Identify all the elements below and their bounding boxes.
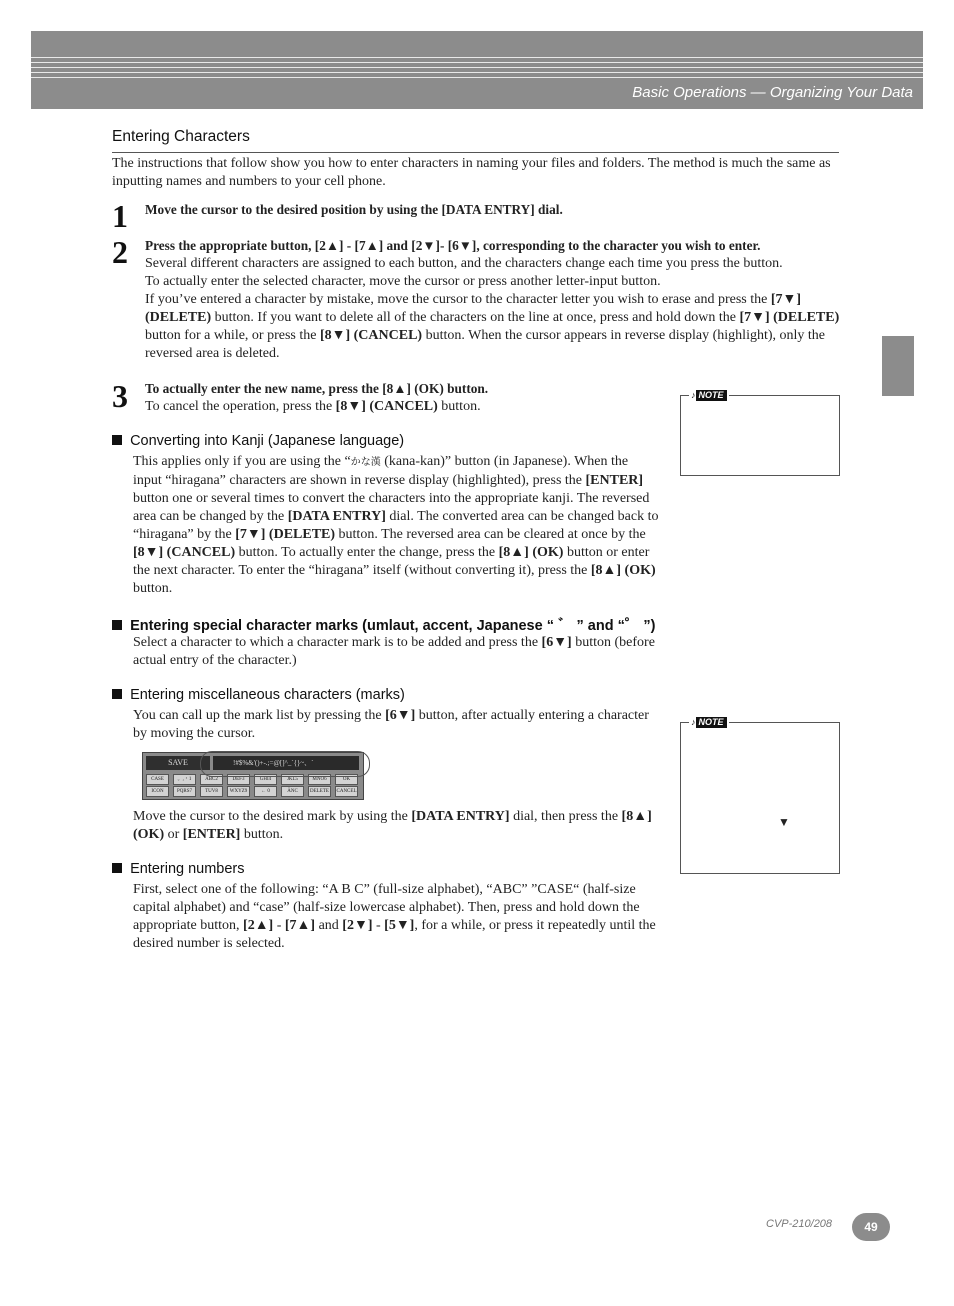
step-text: If you’ve entered a character by mistake, move the cursor to the character letter you wish to erase and press the [7▼] (DELETE) button. If you want to delete all of the characters on the line at once, press and hold down the [7▼] (DELETE) button for a while, or press the [8▼] (CANCEL) button. When the cursor appears in reverse display (highlight), only the reversed area is deleted. xyxy=(145,292,840,361)
footer-model: CVP-210/208 xyxy=(766,1218,833,1230)
subheading: Entering miscellaneous characters (marks) xyxy=(112,687,405,703)
step-text: To cancel the operation, press the [8▼] (CANCEL) button. xyxy=(145,399,481,414)
step-number: 3 xyxy=(112,378,128,414)
step-instruction: To actually enter the new name, press the [8▲] (OK) button. xyxy=(145,381,489,396)
step-instruction: Move the cursor to the desired position by using the [DATA ENTRY] dial. xyxy=(145,202,563,217)
step-text: To actually enter the selected character, move the cursor or press another letter-input button. xyxy=(145,274,661,289)
step-body xyxy=(145,237,845,363)
lcd-button[interactable]: 。,・1 xyxy=(173,774,196,785)
misc-paragraph: You can call up the mark list by pressing the [6▼] button, after actually entering a character by moving the cursor. xyxy=(133,708,649,741)
lcd-button[interactable]: CANCEL xyxy=(335,786,358,797)
bullet-square-icon xyxy=(112,689,122,699)
step-text: Several different characters are assigned to each button, and the characters change each time you press the button. xyxy=(145,256,783,271)
step-number: 2 xyxy=(112,234,128,270)
bullet-square-icon xyxy=(112,435,122,445)
numbers-paragraph: First, select one of the following: “A B C” (full-size alphabet), “ABC” ”CASE“ (half-size capital alphabet) and “case” (half-size lowercase alphabet). Then, press and hold down the appropriate button, [2▲] - [7▲] and [2▼] - [5▼], for a while, or press it repeatedly until the desired number is selected. xyxy=(133,882,656,951)
lcd-highlight-oval xyxy=(200,751,370,777)
step-body xyxy=(145,380,665,416)
lcd-button[interactable]: ÄNC xyxy=(281,786,304,797)
lcd-button[interactable]: ← 0 xyxy=(254,786,277,797)
side-tab xyxy=(882,336,914,396)
subheading: Entering special character marks (umlaut, accent, Japanese “ ゛ ” and “゜ ”) xyxy=(112,614,655,635)
lcd-button[interactable]: MNO6 xyxy=(308,774,331,785)
lcd-button[interactable]: GHI4 xyxy=(254,774,277,785)
lcd-button[interactable]: PQRS7 xyxy=(173,786,196,797)
section-intro: The instructions that follow show you how to enter characters in naming your files and folders. The method is much the same as inputting names and numbers to your cell phone. xyxy=(112,156,831,189)
note-tag: ♪ NOTE xyxy=(689,717,729,728)
lcd-button[interactable]: ABC2 xyxy=(200,774,223,785)
lcd-button[interactable]: OK xyxy=(335,774,358,785)
lcd-button[interactable]: JKL5 xyxy=(281,774,304,785)
header-title: Basic Operations — Organizing Your Data xyxy=(632,84,913,101)
subheading: Converting into Kanji (Japanese language) xyxy=(112,433,404,449)
lcd-button[interactable]: DEF3 xyxy=(227,774,250,785)
lcd-mark-list: !#$%&'()+-.;=@[]^_`{}~、´ xyxy=(213,756,359,770)
section-title: Entering Characters xyxy=(112,128,250,145)
special-paragraph: Select a character to which a character mark is to be added and press the [6▼] button (before actual entry of the character.) xyxy=(133,635,655,668)
lcd-button[interactable]: CASE xyxy=(146,774,169,785)
note-tag: ♪ NOTE xyxy=(689,390,729,401)
note-box xyxy=(680,390,840,476)
step-instruction: Press the appropriate button, [2▲] - [7▲] and [2▼]- [6▼], corresponding to the character you wish to enter. xyxy=(145,238,761,253)
header-band xyxy=(31,31,923,109)
misc-followup: Move the cursor to the desired mark by using the [DATA ENTRY] dial, then press the [8▲] (OK) or [ENTER] button. xyxy=(133,809,652,842)
note-box xyxy=(680,717,840,874)
lcd-button[interactable]: DELETE xyxy=(308,786,331,797)
lcd-button[interactable]: WXYZ9 xyxy=(227,786,250,797)
step-number: 1 xyxy=(112,198,128,234)
lcd-button[interactable]: ICON xyxy=(146,786,169,797)
kanji-paragraph: This applies only if you are using the “かな漢 (kana-kan)” button (in Japanese). When the input “hiragana” characters are shown in reverse display (highlighted), press the [ENTER] button one or several times to convert the characters into the appropriate kanji. The reversed area can be changed by the [DATA ENTRY] dial. The converted area can be changed back to “hiragana” by the [7▼] (DELETE) button. The reversed area can be cleared at once by the [8▼] (CANCEL) button. To actually enter the change, press the [8▲] (OK) button or enter the next character. To enter the “hiragana” itself (without converting it), press the [8▲] (OK) button. xyxy=(133,454,659,596)
down-arrow-icon: ▼ xyxy=(778,815,790,829)
bullet-square-icon xyxy=(112,863,122,873)
lcd-save-label: SAVE xyxy=(146,756,210,770)
subheading: Entering numbers xyxy=(112,861,245,877)
bullet-square-icon xyxy=(112,620,122,630)
lcd-button[interactable]: TUV8 xyxy=(200,786,223,797)
page-number: 49 xyxy=(852,1213,890,1241)
section-rule xyxy=(112,152,839,153)
